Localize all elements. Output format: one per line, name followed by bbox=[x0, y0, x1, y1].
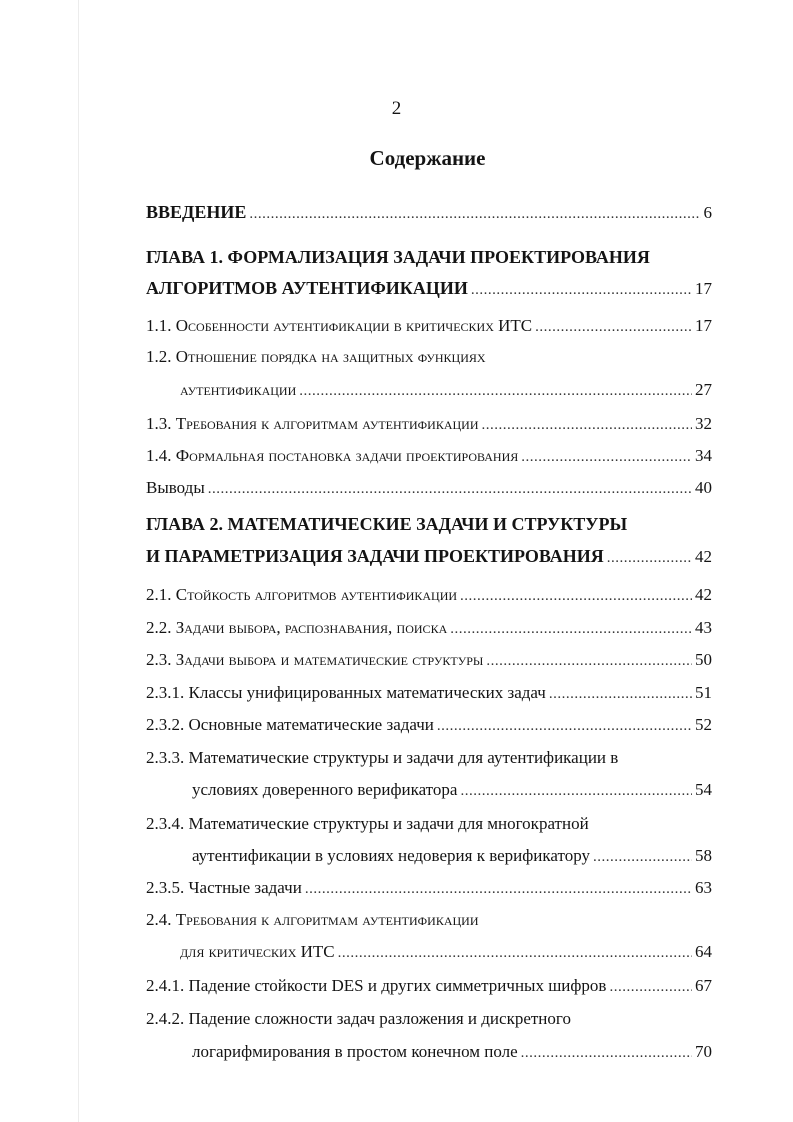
dot-leader bbox=[486, 653, 692, 670]
toc-page-number: 52 bbox=[695, 715, 712, 734]
dot-leader bbox=[208, 481, 692, 498]
toc-entry-2-3-4[interactable] bbox=[192, 846, 712, 872]
dot-leader bbox=[249, 206, 700, 223]
dot-leader bbox=[450, 621, 692, 638]
toc-entry-2-1[interactable] bbox=[146, 585, 712, 611]
toc-entry-2-4-line1[interactable] bbox=[146, 910, 712, 936]
toc-entry-text: 1.2. Отношение порядка на защитных функциях bbox=[146, 347, 486, 366]
toc-entry-1-4[interactable] bbox=[146, 446, 712, 472]
dot-leader bbox=[535, 319, 692, 336]
toc-entry-text: 2.3. Задачи выбора и математические структуры bbox=[146, 650, 484, 669]
toc-page-number: 27 bbox=[695, 380, 712, 399]
dot-leader bbox=[460, 783, 692, 800]
toc-entry-text: 2.4. Требования к алгоритмам аутентификации bbox=[146, 910, 479, 929]
toc-entry-chapter-1[interactable] bbox=[146, 278, 712, 304]
toc-entry-text: 2.4.1. Падение стойкости DES и других симметричных шифров bbox=[146, 976, 607, 995]
toc-entry-text: аутентификации в условиях недоверия к верификатору bbox=[192, 846, 590, 865]
dot-leader bbox=[299, 383, 692, 400]
toc-entry-text: Выводы bbox=[146, 478, 205, 497]
toc-entry-2-4[interactable] bbox=[180, 942, 712, 968]
toc-page-number: 64 bbox=[695, 942, 712, 961]
toc-entry-text: 2.3.1. Классы унифицированных математических задач bbox=[146, 683, 546, 702]
toc-entry-text: логарифмирования в простом конечном поле bbox=[192, 1042, 518, 1061]
toc-entry-text: 2.4.2. Падение сложности задач разложения и дискретного bbox=[146, 1009, 571, 1028]
toc-chapter-2-heading[interactable] bbox=[146, 514, 712, 540]
toc-entry-2-4-1[interactable] bbox=[146, 976, 712, 1002]
toc-entry-text: аутентификации bbox=[180, 380, 297, 399]
toc-entry-text: 2.2. Задачи выбора, распознавания, поиска bbox=[146, 618, 448, 637]
toc-entry-text: ВВЕДЕНИЕ bbox=[146, 202, 247, 222]
toc-entry-vyvody[interactable] bbox=[146, 478, 712, 504]
toc-entry-2-3-5[interactable] bbox=[146, 878, 712, 904]
dot-leader bbox=[460, 588, 692, 605]
toc-entry-2-4-2[interactable] bbox=[192, 1042, 712, 1068]
toc-entry-text: 2.3.3. Математические структуры и задачи для аутентификации в bbox=[146, 748, 619, 767]
toc-entry-2-2[interactable] bbox=[146, 618, 712, 644]
toc-page-number: 17 bbox=[695, 279, 712, 298]
toc-entry-text: 1.3. Требования к алгоритмам аутентификации bbox=[146, 414, 479, 433]
toc-page-number: 43 bbox=[695, 618, 712, 637]
toc-page-number: 54 bbox=[695, 780, 712, 799]
toc-entry-text: 1.1. Особенности аутентификации в критических ИТС bbox=[146, 316, 533, 335]
toc-page-number: 67 bbox=[695, 976, 712, 995]
toc-page-number: 42 bbox=[695, 547, 712, 566]
dot-leader bbox=[305, 881, 692, 898]
toc-entry-2-3-2[interactable] bbox=[146, 715, 712, 741]
dot-leader bbox=[437, 718, 692, 735]
page-title: Содержание bbox=[369, 146, 486, 170]
toc-page-number: 50 bbox=[695, 650, 712, 669]
dot-leader bbox=[338, 945, 692, 962]
toc-entry-text: ГЛАВА 1. ФОРМАЛИЗАЦИЯ ЗАДАЧИ ПРОЕКТИРОВАНИЯ bbox=[146, 247, 650, 267]
toc-entry-2-3-4-line1[interactable] bbox=[146, 814, 712, 840]
dot-leader bbox=[482, 417, 693, 434]
dot-leader bbox=[471, 282, 692, 299]
toc-entry-1-1[interactable] bbox=[146, 316, 712, 342]
dot-leader bbox=[593, 849, 692, 866]
toc-chapter-1-heading[interactable] bbox=[146, 247, 712, 273]
toc-page-number: 58 bbox=[695, 846, 712, 865]
toc-entry-vvedenie[interactable] bbox=[146, 202, 712, 228]
toc-page-number: 6 bbox=[703, 203, 712, 222]
toc-entry-2-3-3-line1[interactable] bbox=[146, 748, 712, 774]
toc-entry-1-2-line1[interactable] bbox=[146, 347, 712, 373]
toc-page-number: 70 bbox=[695, 1042, 712, 1061]
page-number: 2 bbox=[391, 98, 402, 119]
toc-entry-text: ГЛАВА 2. МАТЕМАТИЧЕСКИЕ ЗАДАЧИ И СТРУКТУРЫ bbox=[146, 514, 628, 534]
toc-entry-text: И ПАРАМЕТРИЗАЦИЯ ЗАДАЧИ ПРОЕКТИРОВАНИЯ bbox=[146, 546, 604, 566]
toc-entry-2-3-3[interactable] bbox=[192, 780, 712, 806]
toc-entry-1-2[interactable] bbox=[180, 380, 712, 406]
toc-entry-1-3[interactable] bbox=[146, 414, 712, 440]
toc-page-number: 63 bbox=[695, 878, 712, 897]
toc-entry-text: АЛГОРИТМОВ АУТЕНТИФИКАЦИИ bbox=[146, 278, 468, 298]
toc-page-number: 51 bbox=[695, 683, 712, 702]
toc-page-number: 17 bbox=[695, 316, 712, 335]
dot-leader bbox=[521, 1045, 692, 1062]
toc-entry-text: 2.3.2. Основные математические задачи bbox=[146, 715, 434, 734]
dot-leader bbox=[607, 550, 692, 567]
toc-entry-text: 1.4. Формальная постановка задачи проектирования bbox=[146, 446, 519, 465]
toc-entry-2-4-2-line1[interactable] bbox=[146, 1009, 712, 1035]
dot-leader bbox=[521, 449, 692, 466]
dot-leader bbox=[609, 979, 692, 996]
toc-entry-text: для критических ИТС bbox=[180, 942, 335, 961]
toc-entry-2-3[interactable] bbox=[146, 650, 712, 676]
toc-entry-chapter-2[interactable] bbox=[146, 546, 712, 572]
dot-leader bbox=[549, 686, 692, 703]
toc-entry-text: 2.3.5. Частные задачи bbox=[146, 878, 302, 897]
toc-page-number: 34 bbox=[695, 446, 712, 465]
toc-entry-2-3-1[interactable] bbox=[146, 683, 712, 709]
toc-entry-text: условиях доверенного верификатора bbox=[192, 780, 458, 799]
toc-page-number: 42 bbox=[695, 585, 712, 604]
toc-page-number: 32 bbox=[695, 414, 712, 433]
toc-entry-text: 2.1. Стойкость алгоритмов аутентификации bbox=[146, 585, 458, 604]
toc-entry-text: 2.3.4. Математические структуры и задачи для многократной bbox=[146, 814, 589, 833]
toc-page-number: 40 bbox=[695, 478, 712, 497]
